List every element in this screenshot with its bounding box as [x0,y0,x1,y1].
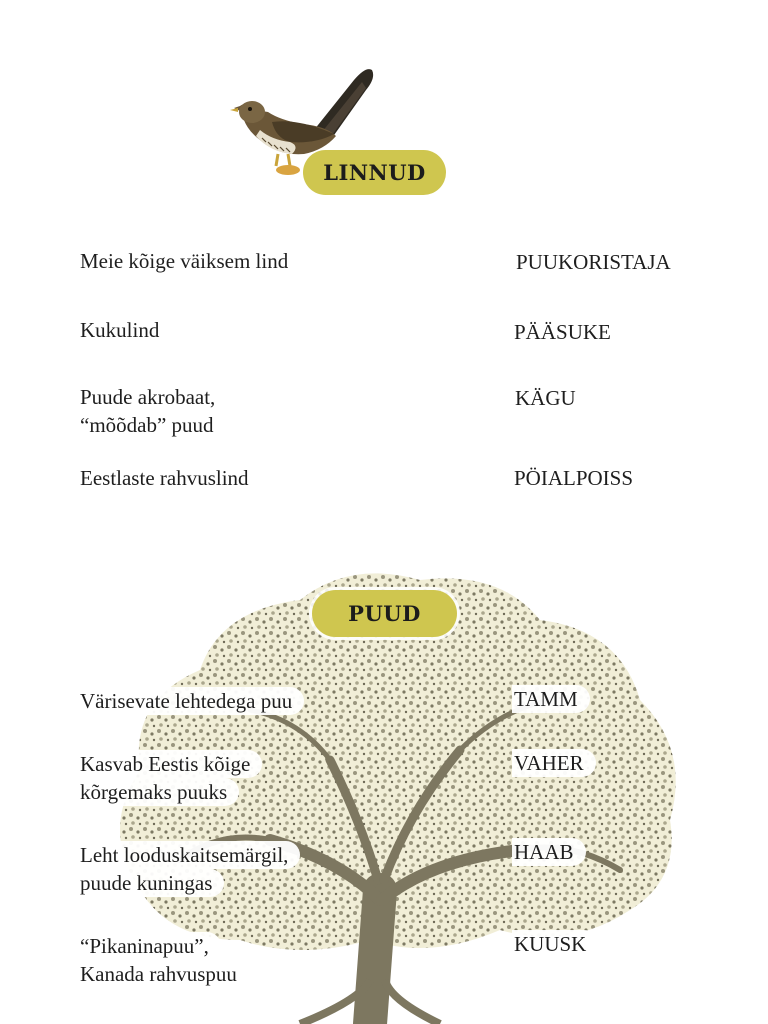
bird-answer-4: PÖIALPOISS [514,466,634,490]
tree-clue-3-line-2: puude kuningas [78,869,224,897]
bird-clue-3-line-1: Puude akrobaat, [80,385,216,409]
tree-answer-1 [514,685,590,713]
bird-clue-3-line-2: “mõõdab” puud [80,413,214,437]
tree-answer-3-text: HAAB [512,838,586,866]
tree-clue-3-line-1: Leht looduskaitsemärgil, [78,841,300,869]
tree-clue-2 [80,750,262,806]
bird-clue-2-line-1: Kukulind [80,318,160,342]
tree-answer-4-text: KUUSK [512,930,598,958]
section-title-birds: LINNUD [303,150,446,195]
tree-clue-1-line-1: Värisevate lehtedega puu [78,687,304,715]
bird-clue-3 [80,383,215,439]
bird-answer-2: PÄÄSUKE [514,320,611,344]
section-title-trees: PUUD [312,590,457,637]
bird-answer-3: KÄGU [515,386,576,410]
tree-clue-4-line-2: Kanada rahvuspuu [78,960,249,988]
bird-clue-1-line-1: Meie kõige väiksem lind [80,249,289,273]
tree-clue-4 [80,932,249,988]
tree-answer-1-text: TAMM [512,685,590,713]
tree-answer-2-text: VAHER [512,749,596,777]
tree-clue-2-line-2: kõrgemaks puuks [78,778,239,806]
bird-clue-1 [80,247,288,275]
tree-clue-4-line-1: “Pikaninapuu”, [78,932,221,960]
bird-clue-2 [80,316,159,344]
tree-clue-3 [80,841,300,897]
tree-answer-4 [514,930,598,958]
tree-answer-2 [514,749,596,777]
tree-answer-3 [514,838,586,866]
tree-clue-2-line-1: Kasvab Eestis kõige [78,750,262,778]
tree-clue-1 [80,687,304,715]
bird-clue-4-line-1: Eestlaste rahvuslind [80,466,249,490]
bird-answer-1: PUUKORISTAJA [516,250,671,274]
bird-clue-4 [80,464,249,492]
